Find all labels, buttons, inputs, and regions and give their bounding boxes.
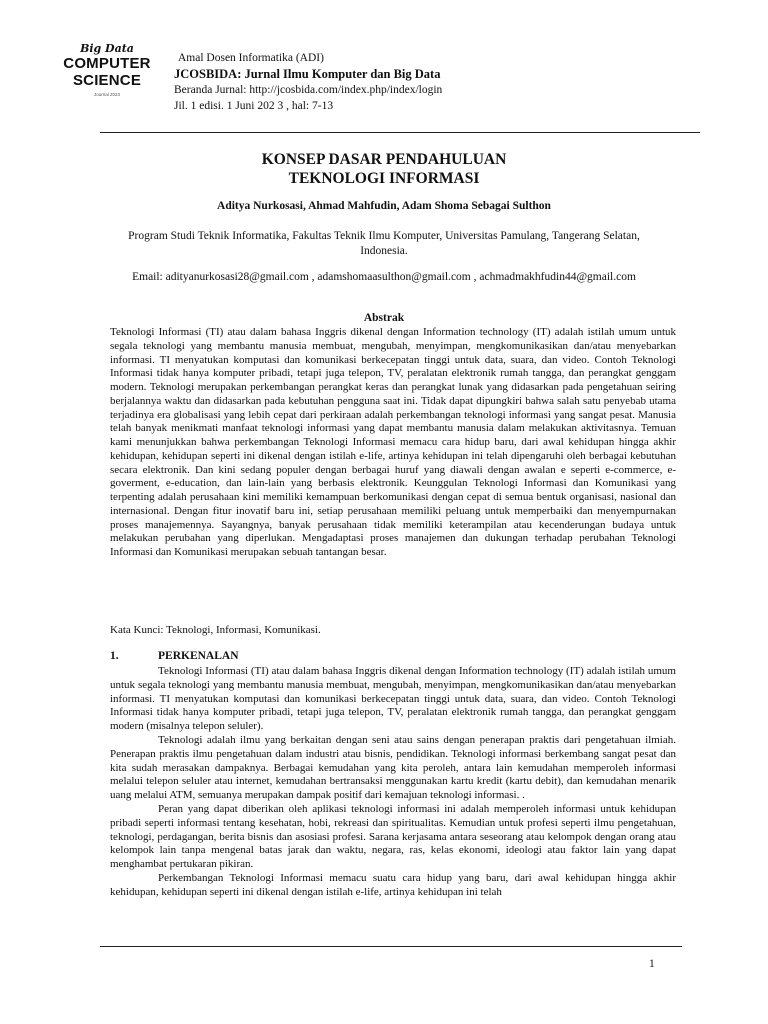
footer-divider <box>100 946 682 947</box>
header-text-block <box>174 50 442 114</box>
author-emails[interactable]: Email: adityanurkosasi28@gmail.com , adamshomaasulthon@gmail.com , achmadmakhfudin44@gmail.com <box>132 271 636 283</box>
journal-name: JCOSBIDA: Jurnal Ilmu Komputer dan Big Data <box>174 67 441 81</box>
logo-subtext: Journal 2023 <box>93 92 121 97</box>
logo-line2: SCIENCE <box>72 72 142 89</box>
article-authors: Aditya Nurkosasi, Ahmad Mahfudin, Adam Shoma Sebagai Sulthon <box>217 200 551 212</box>
paragraph: Teknologi Informasi (TI) atau dalam bahasa Inggris dikenal dengan Information technology (IT) adalah istilah umum untuk segala teknologi yang membantu manusia membuat, mengubah, menyimpan, mengkomunikasikan dan/atau menyebarkan informasi. TI menyatukan komputasi dan komunikasi berkecepatan tinggi untuk data, suara, dan video. Contoh Teknologi Informasi tidak hanya komputer pribadi, tetapi juga telepon, TV, peralatan elektronik rumah tangga, dan perangkat genggam modern (misalnya telepon seluler). <box>110 665 676 733</box>
journal-homepage[interactable]: Beranda Jurnal: http://jcosbida.com/index.php/index/login <box>174 84 443 96</box>
journal-logo <box>52 38 162 122</box>
author-affiliation: Program Studi Teknik Informatika, Fakultas Teknik Ilmu Komputer, Universitas Pamulang, Tangerang Selatan, Indonesia. <box>128 230 640 257</box>
article-title <box>0 150 768 188</box>
logo-script-text: Big Data <box>80 42 134 55</box>
section-number: 1. <box>110 650 119 662</box>
publisher-org: Amal Dosen Informatika (ADI) <box>178 52 324 64</box>
title-line-1: KONSEP DASAR PENDAHULUAN <box>261 151 507 168</box>
paragraph: Perkembangan Teknologi Informasi memacu suatu cara hidup yang baru, dari awal kehidupan hingga akhir kehidupan, kehidupan seperti ini dikenal dengan istilah e-life, artinya kehidupan ini telah <box>110 871 676 898</box>
abstract-text: Teknologi Informasi (TI) atau dalam bahasa Inggris dikenal dengan Information technology (IT) adalah istilah umum untuk segala teknologi yang membantu manusia membuat, mengubah, menyimpan, mengkomunikasikan dan/atau menyebarkan informasi. TI menyatukan komputasi dan komunikasi berkecepatan tinggi untuk data, suara, dan video. Contoh Teknologi Informasi tidak hanya komputer pribadi, tetapi juga telepon, TV, peralatan elektronik rumah tangga, dan perangkat genggam modern. Teknologi merupakan perkembangan perangkat keras dan perangkat lunak yang didasarkan pada pengetahuan seiring berjalannya waktu dan didasarkan pada kebutuhan pengguna saat ini. Tidak dapat dipungkiri bahwa salah satu penyebab utama terjadinya era globalisasi yang lebih cepat dari perkiraan adalah perkembangan teknologi informasi yang sangat pesat. Manusia telah banyak menikmati manfaat teknologi informasi yang dapat membantu manusia dalam melakukan aktivitasnya. Temuan kami menunjukkan bahwa perkembangan Teknologi Informasi memacu cara hidup baru, dari awal kehidupan hingga akhir kehidupan, kehidupan seperti ini dikenal dengan istilah e-life, artinya kehidupan ini telah dipengaruhi oleh berbagai kebutuhan secara elektronik. Dan kini sedang populer dengan berbagai huruf yang diawali dengan awalan e seperti e-commerce, e-goverment, e-education, dan lain-lain yang berbasis elektronik. Keunggulan Teknologi Informasi dan Komunikasi yang terpenting adalah perusahaan kini memiliki kemampuan berkomunikasi dengan cepat di semua bentuk organisasi, nasional dan internasional. Dengan fitur inovatif baru ini, setiap perusahaan memiliki peluang untuk memperbaiki dan menyempurnakan proses manajemennya. Sayangnya, banyak perusahaan tidak memiliki keterampilan atau kecenderungan budaya untuk melakukan perubahan yang diperlukan. Mengadaptasi proses manajemen dan dukungan terhadap perubahan Teknologi Informasi dan Komunikasi merupakan sebuah tantangan besar. <box>110 326 676 558</box>
abstract-heading: Abstrak <box>363 312 405 324</box>
page-number: 1 <box>649 958 655 970</box>
paragraph: Peran yang dapat diberikan oleh aplikasi teknologi informasi ini adalah memperoleh informasi untuk kehidupan pribadi seperti informasi tentang kesehatan, hobi, rekreasi dan spiritualitas. Kemudian untuk profesi seperti ilmu pengetahuan, teknologi, perdagangan, berita bisnis dan asosiasi profesi. Sarana kerjasama antara seseorang atau kelompok dengan orang atau kelompok lain tanpa mengenal batas jarak dan waktu, negara, ras, kelas ekonomi, ideologi atau faktor lain yang dapat menghambat pertukaran pikiran. <box>110 802 676 871</box>
title-line-2: TEKNOLOGI INFORMASI <box>288 170 480 187</box>
section-title: PERKENALAN <box>158 650 239 662</box>
keywords: Kata Kunci: Teknologi, Informasi, Komunikasi. <box>110 624 321 636</box>
section-1-heading <box>110 650 239 662</box>
paragraph: Teknologi adalah ilmu yang berkaitan dengan seni atau sains dengan penerapan praktis dari pengetahuan ilmiah. Penerapan praktis ilmu pengetahuan dalam industri atau bisnis, pendidikan. Teknologi informasi berkembang sangat pesat dan kita sudah merasakan dampaknya. Berbagai kemudahan yang kita peroleh, antara lain kemudahan memperoleh informasi melalui telepon seluler atau internet, kemudahan bertransaksi menggunakan kartu kredit (kartu debit), dan kemudahan menarik uang melalui ATM, semuanya merupakan dampak positif dari kemajuan teknologi informasi. . <box>110 733 676 802</box>
journal-volume: Jil. 1 edisi. 1 Juni 202 3 , hal: 7-13 <box>174 100 334 112</box>
section-1-body <box>110 665 676 900</box>
journal-header <box>52 38 702 128</box>
header-divider <box>100 132 700 133</box>
logo-line1: COMPUTER <box>63 55 151 72</box>
